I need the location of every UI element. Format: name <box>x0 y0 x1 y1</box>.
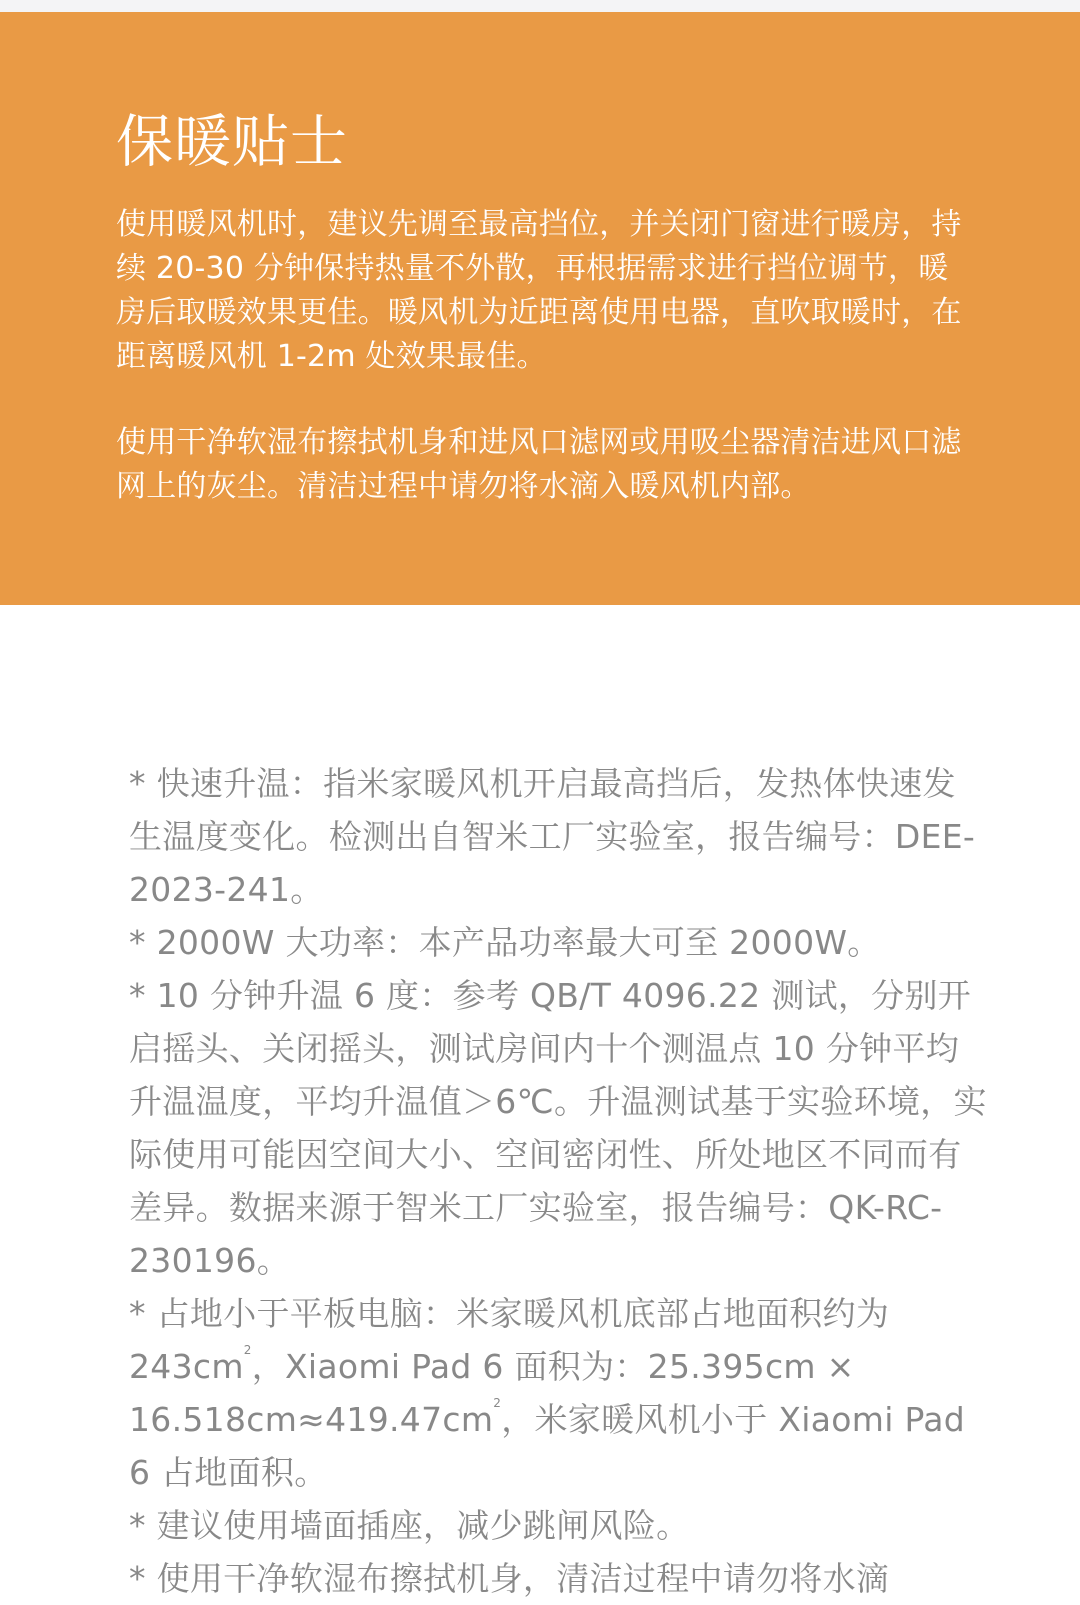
footnote-wall-socket: * 建议使用墙面插座，减少跳闸风险。 <box>129 1506 690 1545</box>
footnote-heating-test: * 10 分钟升温 6 度：参考 QB/T 4096.22 测试，分别开启摇头、关闭摇头，测试房间内十个测温点 10 分钟平均升温温度，平均升温值＞6℃。升温测试基于实验环境，实际使用可能因空间大小、空间密闭性、所处地区不同而有差异。数据来源于智米工厂实验室，报告编号：QK-RC-230196。 <box>129 976 987 1280</box>
footnote-fast-heating: * 快速升温：指米家暖风机开启最高挡后，发热体快速发生温度变化。检测出自智米工厂实验室，报告编号：DEE-2023-241。 <box>129 764 976 909</box>
tips-paragraph-usage: 使用暖风机时，建议先调至最高挡位，并关闭门窗进行暖房，持续 20-30 分钟保持热量不外散，再根据需求进行挡位调节，暖房后取暖效果更佳。暖风机为近距离使用电器，直吹取暖时，在距离暖风机 1-2m 处效果最佳。 <box>116 207 962 374</box>
footnote-power: * 2000W 大功率：本产品功率最大可至 2000W。 <box>129 923 881 962</box>
warmth-tips-panel <box>0 12 1080 605</box>
footnote-footprint-sup2: 2 <box>493 1396 502 1410</box>
footnote-footprint-sup1: 2 <box>243 1343 252 1357</box>
footnote-footprint <box>129 1287 989 1499</box>
top-strip <box>0 0 1080 12</box>
footnote-cleaning: * 使用干净软湿布擦拭机身，清洁过程中请勿将水滴 <box>129 1559 890 1598</box>
tips-title: 保暖贴士 <box>116 109 348 175</box>
tips-paragraph-cleaning: 使用干净软湿布擦拭机身和进风口滤网或用吸尘器清洁进风口滤网上的灰尘。清洁过程中请勿将水滴入暖风机内部。 <box>116 425 962 504</box>
footnote-footprint-part3: ，米家暖风机小于 Xiaomi Pad 6 占地面积。 <box>129 1400 965 1492</box>
tips-body <box>116 203 976 509</box>
footnote-footprint-part2: ，Xiaomi Pad 6 面积为：25.395cm × 16.518cm≈419.47cm <box>129 1347 855 1439</box>
footnotes <box>129 757 989 1605</box>
footnote-footprint-part1: * 占地小于平板电脑：米家暖风机底部占地面积约为 243cm <box>129 1294 890 1386</box>
